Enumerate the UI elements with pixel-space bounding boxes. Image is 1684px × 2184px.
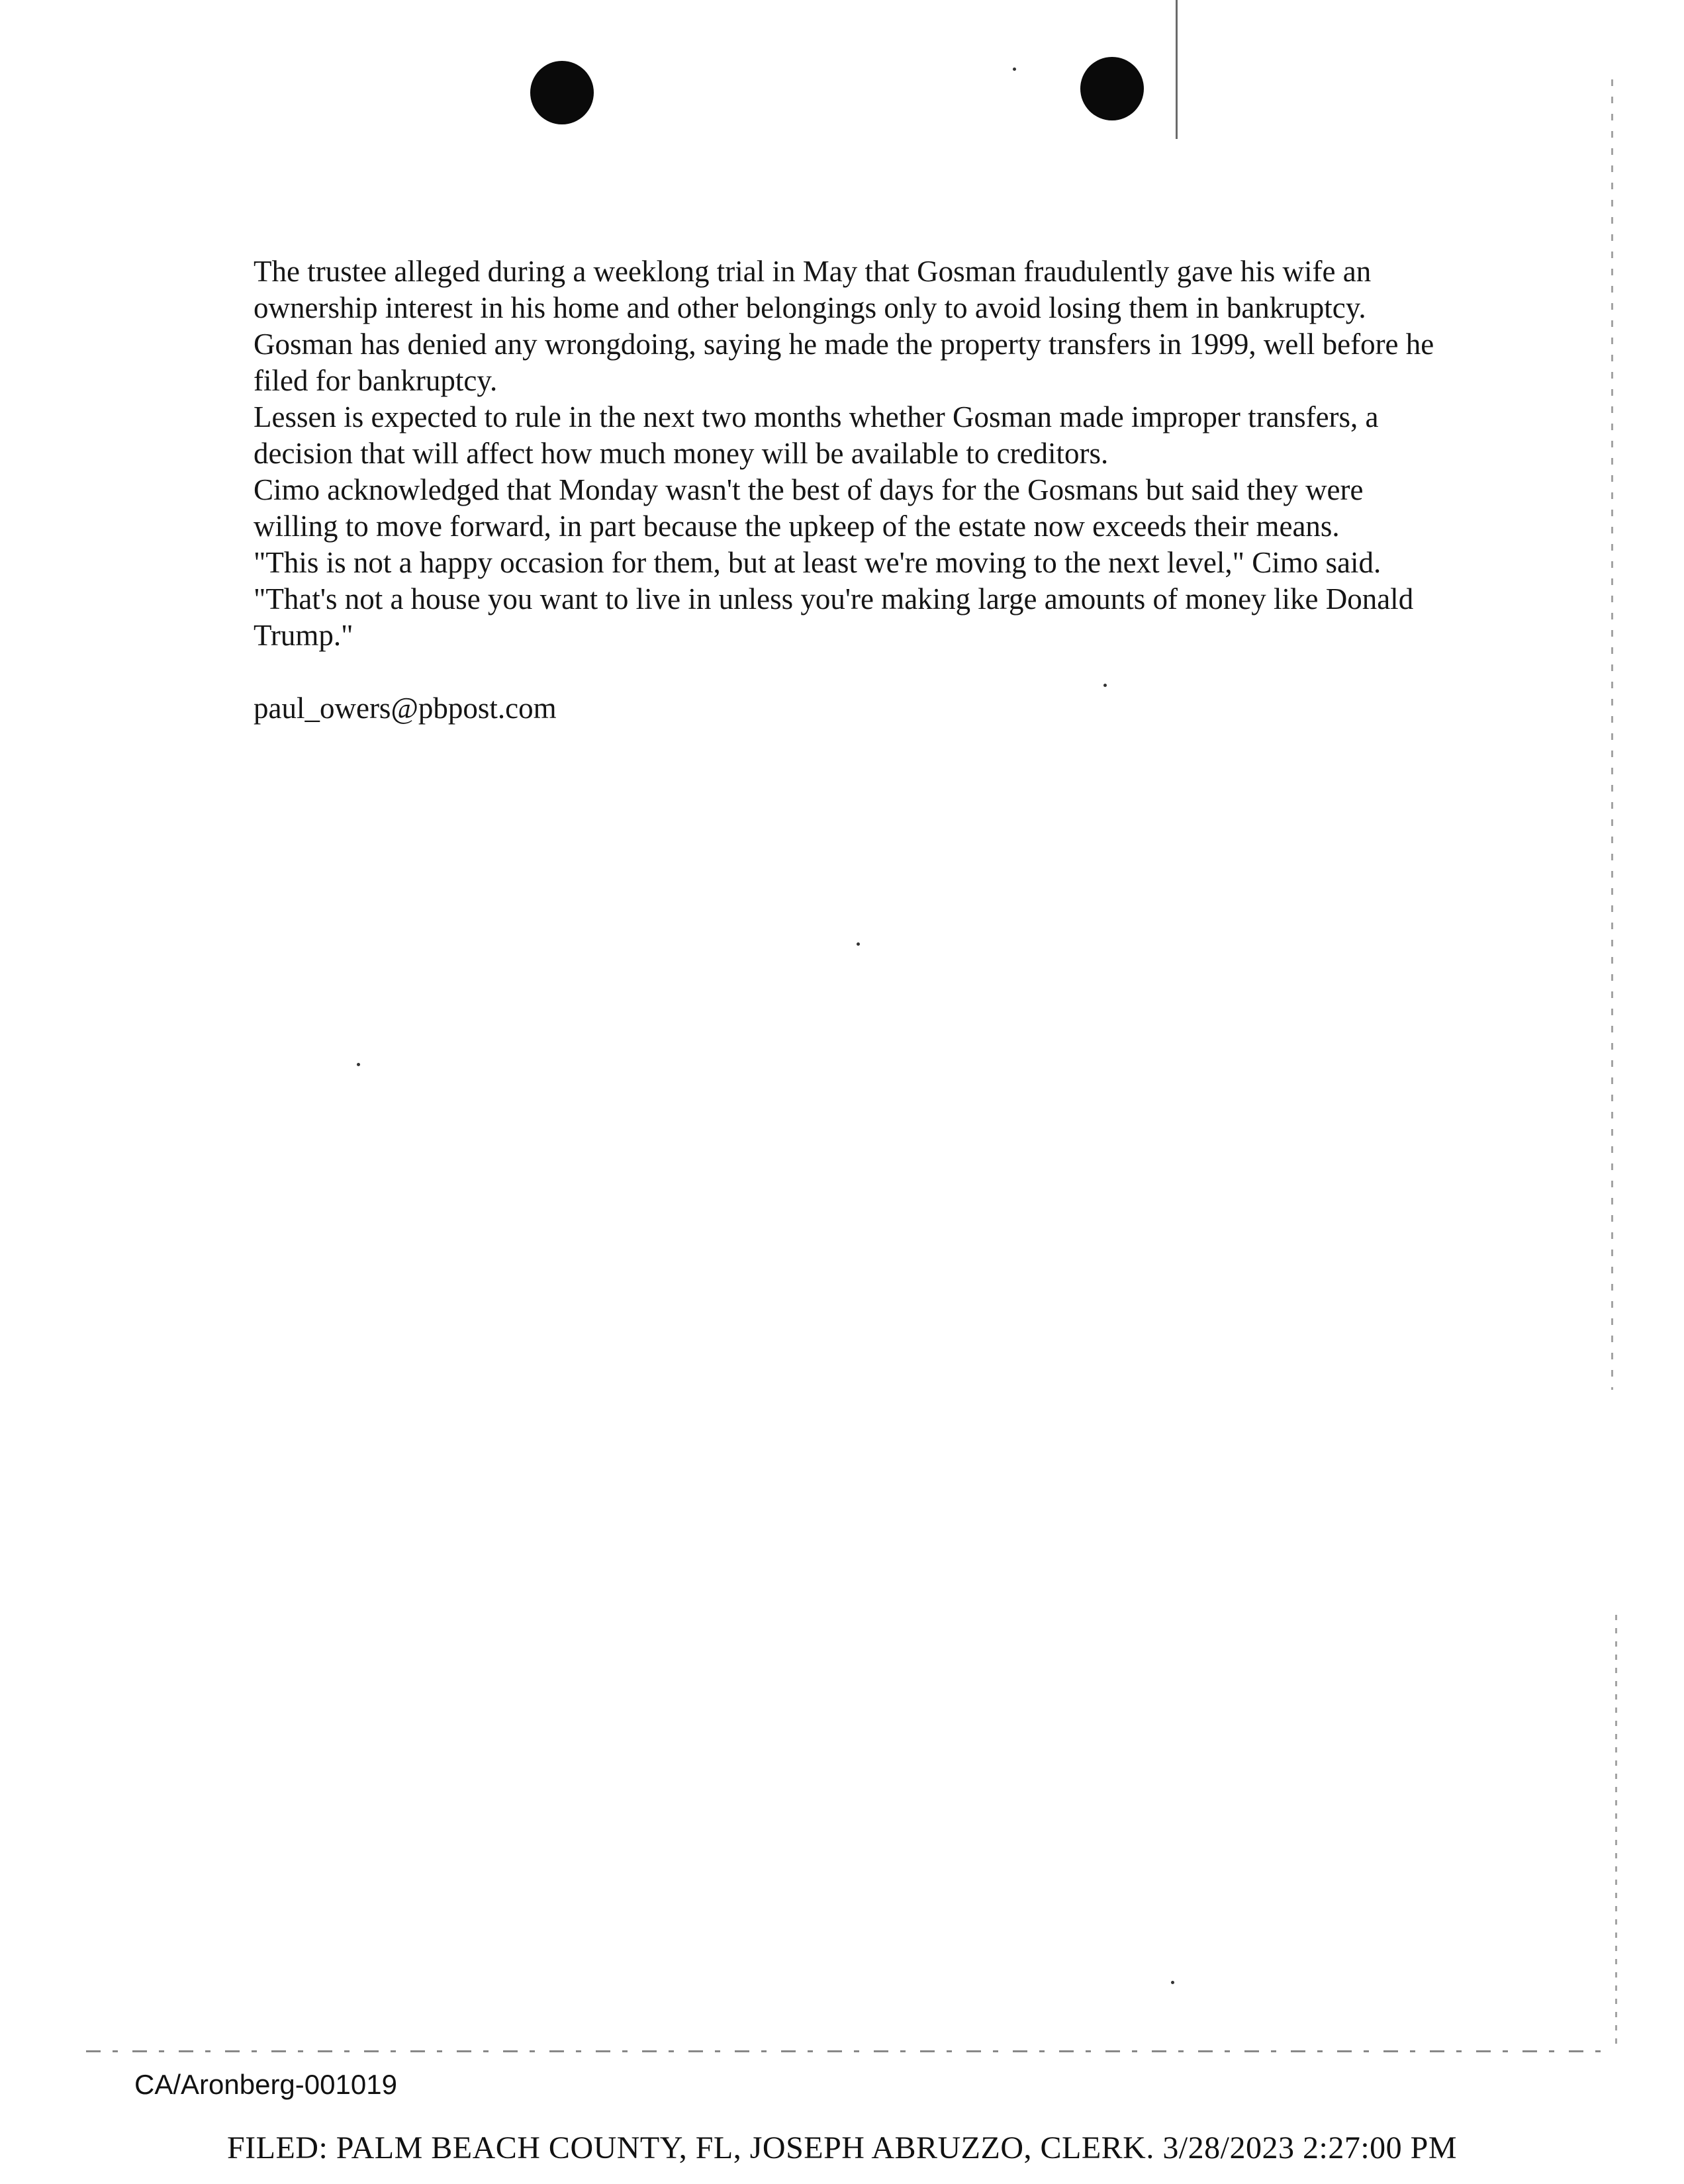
article-paragraph: Lessen is expected to rule in the next two months whether Gosman made improper transfers, a decision that will affect how much money will be available to creditors. [254, 400, 1379, 470]
punch-hole-left [530, 61, 594, 124]
scan-line-bottom [86, 2050, 1602, 2052]
article-paragraph: The trustee alleged during a weeklong trial in May that Gosman fraudulently gave his wife an ownership interest in his home and other belongings only to avoid losing them in bankruptcy. Gosman has denied any wrongdoing, saying he made the property transfers in 1999, well before he filed for bankruptcy. [254, 255, 1434, 397]
scan-line-right [1611, 79, 1613, 1390]
scan-speck [357, 1063, 360, 1066]
punch-hole-right [1080, 57, 1144, 120]
scan-line-top [1176, 0, 1178, 139]
scan-line-right-lower [1615, 1615, 1617, 2052]
scan-speck [857, 942, 860, 946]
article-body [254, 253, 1445, 727]
scan-speck [1013, 68, 1016, 71]
article-paragraph: Cimo acknowledged that Monday wasn't the best of days for the Gosmans but said they were willing to move forward, in part because the upkeep of the estate now exceeds their means. [254, 473, 1364, 543]
scan-speck [1171, 1981, 1174, 1984]
article-paragraph: "This is not a happy occasion for them, but at least we're moving to the next level," Cimo said. "That's not a house you want to live in unless you're making large amounts of money like Donald Trump." [254, 546, 1414, 652]
bates-number: CA/Aronberg-001019 [134, 2069, 397, 2100]
author-email: paul_owers@pbpost.com [254, 692, 557, 725]
filed-stamp: FILED: PALM BEACH COUNTY, FL, JOSEPH ABRUZZO, CLERK. 3/28/2023 2:27:00 PM [226, 2130, 1458, 2165]
